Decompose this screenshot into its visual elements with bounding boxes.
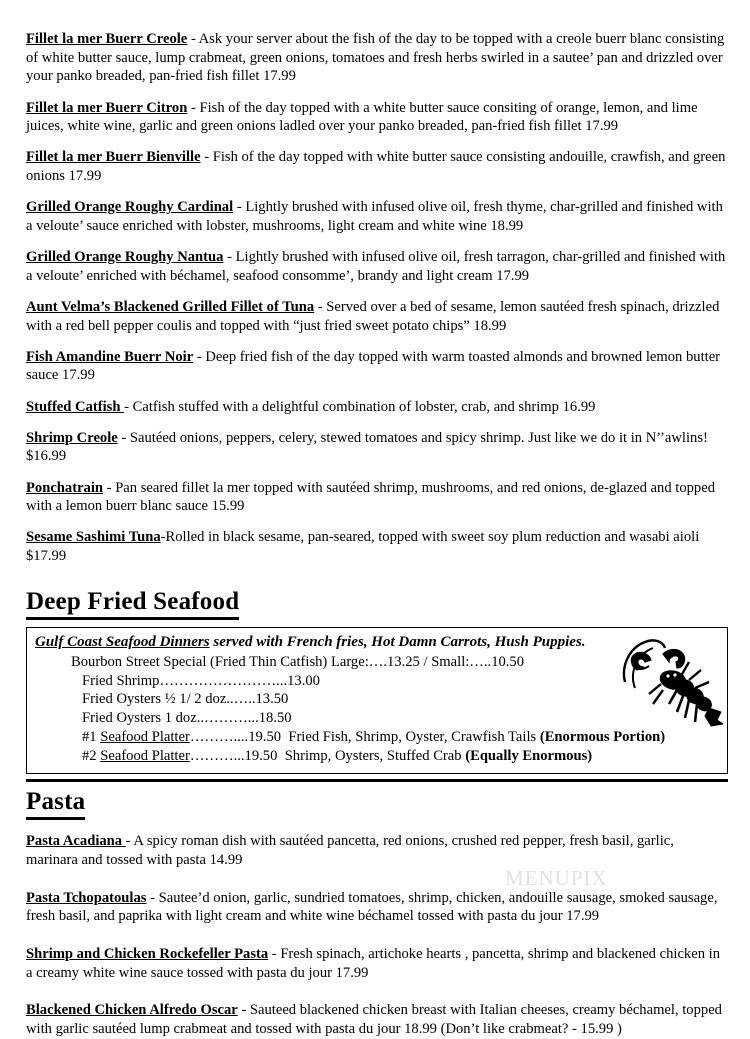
entry-description: - Catfish stuffed with a delightful combination of lobster, crab, and shrimp 16.99 xyxy=(124,398,596,415)
entry-description: - Ask your server about the fish of the day to be topped with a creole buerr blanc consisting of white butter sauce, lump crabmeat, green onions, tomatoes and fresh herbs swirled in a sautee’ pan and drizzled over your panko breaded, pan-fried fish fillet 17.99 xyxy=(26,31,725,85)
platter-1-middle: ………....19.50 Fried Fish, Shrimp, Oyster, Crawfish Tails xyxy=(189,729,540,746)
entry-name: Blackened Chicken Alfredo Oscar xyxy=(26,1002,238,1019)
menu-entry xyxy=(26,348,728,385)
entry-name: Stuffed Catfish xyxy=(26,398,125,415)
gulf-coast-dinners-title-rest: served with French fries, Hot Damn Carrots, Hush Puppies. xyxy=(209,633,586,650)
entry-name: Sesame Sashimi Tuna xyxy=(26,529,161,546)
entry-description: - Fish of the day topped with a white butter sauce consiting of orange, lemon, and lime juices, white wine, garlic and green onions ladled over your panko breaded, pan-fried fish fillet 17.99 xyxy=(26,99,698,135)
box-line-seafood-platter-1 xyxy=(35,728,719,747)
section-heading-deep-fried-seafood: Deep Fried Seafood xyxy=(26,588,239,620)
pasta-heading-wrap xyxy=(26,788,728,820)
box-line-seafood-platter-2 xyxy=(35,747,719,766)
entry-name: Grilled Orange Roughy Nantua xyxy=(26,249,224,266)
entry-description: - A spicy roman dish with sautéed pancetta, red onions, crushed red pepper, fresh basil, garlic, marinara and tossed with pasta 14.99 xyxy=(26,833,674,869)
entry-description: - Lightly brushed with infused olive oil, fresh thyme, char-grilled and finished with a veloute’ sauce enriched with lobster, mushrooms, light cream and white wine 18.99 xyxy=(26,199,723,234)
entry-name: Pasta Tchopatoulas xyxy=(26,889,147,906)
pasta-heading-spacer xyxy=(26,820,728,832)
platter-2-underlined-label: Seafood Platter xyxy=(100,748,190,765)
deep-fried-seafood-heading-wrap xyxy=(26,588,728,620)
menu-entry xyxy=(26,298,728,335)
seafood-entries-list xyxy=(26,30,728,566)
gulf-coast-dinners-title-underlined: Gulf Coast Seafood Dinners xyxy=(35,633,210,650)
box-line-bourbon-street-special: Bourbon Street Special (Fried Thin Catfish) Large:….13.25 / Small:…..10.50 xyxy=(71,653,525,670)
entry-name: Fish Amandine Buerr Noir xyxy=(26,348,194,365)
menu-entry xyxy=(26,1001,728,1038)
box-line-fried-shrimp: Fried Shrimp……………………...13.00 xyxy=(82,672,320,689)
box-line-fried-oysters-half-dozen: Fried Oysters ½ 1/ 2 doz..…..13.50 xyxy=(82,691,289,708)
entry-description: - Deep fried fish of the day topped with warm toasted almonds and browned lemon butter sauce 17.99 xyxy=(26,348,721,384)
menu-entry xyxy=(26,398,728,417)
box-line-fried-oysters-one-dozen: Fried Oysters 1 doz..………...18.50 xyxy=(82,710,292,727)
platter-2-middle: ………...19.50 Shrimp, Oysters, Stuffed Crab xyxy=(189,748,466,765)
platter-2-bold-tail: (Equally Enormous) xyxy=(465,748,593,765)
menu-entry xyxy=(26,429,728,466)
entry-name: Fillet la mer Buerr Bienville xyxy=(26,149,201,166)
entry-name: Aunt Velma’s Blackened Grilled Fillet of Tuna xyxy=(26,298,315,315)
entry-name: Grilled Orange Roughy Cardinal xyxy=(26,199,234,216)
gulf-coast-dinners-box xyxy=(26,627,728,775)
entry-name: Fillet la mer Buerr Citron xyxy=(26,99,188,116)
gulf-coast-dinners-title xyxy=(35,633,719,652)
entry-description: -Rolled in black sesame, pan-seared, topped with sweet soy plum reduction and wasabi aioli $17.99 xyxy=(26,529,700,565)
platter-1-underlined-label: Seafood Platter xyxy=(100,729,190,746)
menu-entry xyxy=(26,30,728,86)
entry-name: Shrimp Creole xyxy=(26,429,118,446)
section-divider-rule xyxy=(26,779,728,782)
menu-entry xyxy=(26,99,728,136)
platter-1-bold-tail: (Enormous Portion) xyxy=(539,729,666,746)
menu-entry xyxy=(26,945,728,982)
menu-entry xyxy=(26,889,728,926)
entry-name: Pasta Acadiana xyxy=(26,833,126,850)
section-heading-pasta: Pasta xyxy=(26,788,85,820)
menu-entry xyxy=(26,148,728,185)
entry-description: - Fish of the day topped with white butter sauce consisting andouille, crawfish, and green onions 17.99 xyxy=(26,149,726,185)
entry-description: - Sautéed onions, peppers, celery, stewed tomatoes and spicy shrimp. Just like we do it in N’’awlins! $16.99 xyxy=(26,429,708,465)
pasta-entries-list xyxy=(26,832,728,1038)
menu-entry xyxy=(26,832,728,869)
platter-2-prefix: #2 xyxy=(82,748,101,765)
platter-1-prefix: #1 xyxy=(82,729,101,746)
entry-description: - Sauteed blackened chicken breast with Italian cheeses, creamy béchamel, topped with garlic sautéed lump crabmeat and tossed with pasta du jour 18.99 (Don’t like crabmeat? - 15.99 ) xyxy=(26,1002,722,1038)
menu-entry xyxy=(26,528,728,565)
menu-entry xyxy=(26,198,728,235)
entry-description: - Lightly brushed with infused olive oil, fresh tarragon, char-grilled and finished with a veloute’ enriched with béchamel, seafood consomme’, brandy and light cream 17.99 xyxy=(26,249,726,284)
menu-entry xyxy=(26,479,728,516)
entry-name: Fillet la mer Buerr Creole xyxy=(26,31,188,47)
entry-description: - Fresh spinach, artichoke hearts , pancetta, shrimp and blackened chicken in a creamy white wine sauce tossed with pasta du jour 17.99 xyxy=(26,946,720,981)
entry-description: - Served over a bed of sesame, lemon sautéed fresh spinach, drizzled with a red bell pepper coulis and topped with “just fried sweet potato chips” 18.99 xyxy=(26,298,720,334)
menupix-watermark: MENUPIX xyxy=(505,866,608,890)
entry-name: Ponchatrain xyxy=(26,479,104,496)
entry-description: - Pan seared fillet la mer topped with sautéed shrimp, mushrooms, and red onions, de-glazed and topped with a lemon buerr blanc sauce 15.99 xyxy=(26,479,715,515)
entry-description: - Sautee’d onion, garlic, sundried tomatoes, shrimp, chicken, andouille sausage, smoked sausage, fresh basil, and paprika with light cream and white wine béchamel tossed with pasta du jour 17.99 xyxy=(26,889,718,925)
menu-entry xyxy=(26,248,728,285)
entry-name: Shrimp and Chicken Rockefeller Pasta xyxy=(26,946,269,963)
